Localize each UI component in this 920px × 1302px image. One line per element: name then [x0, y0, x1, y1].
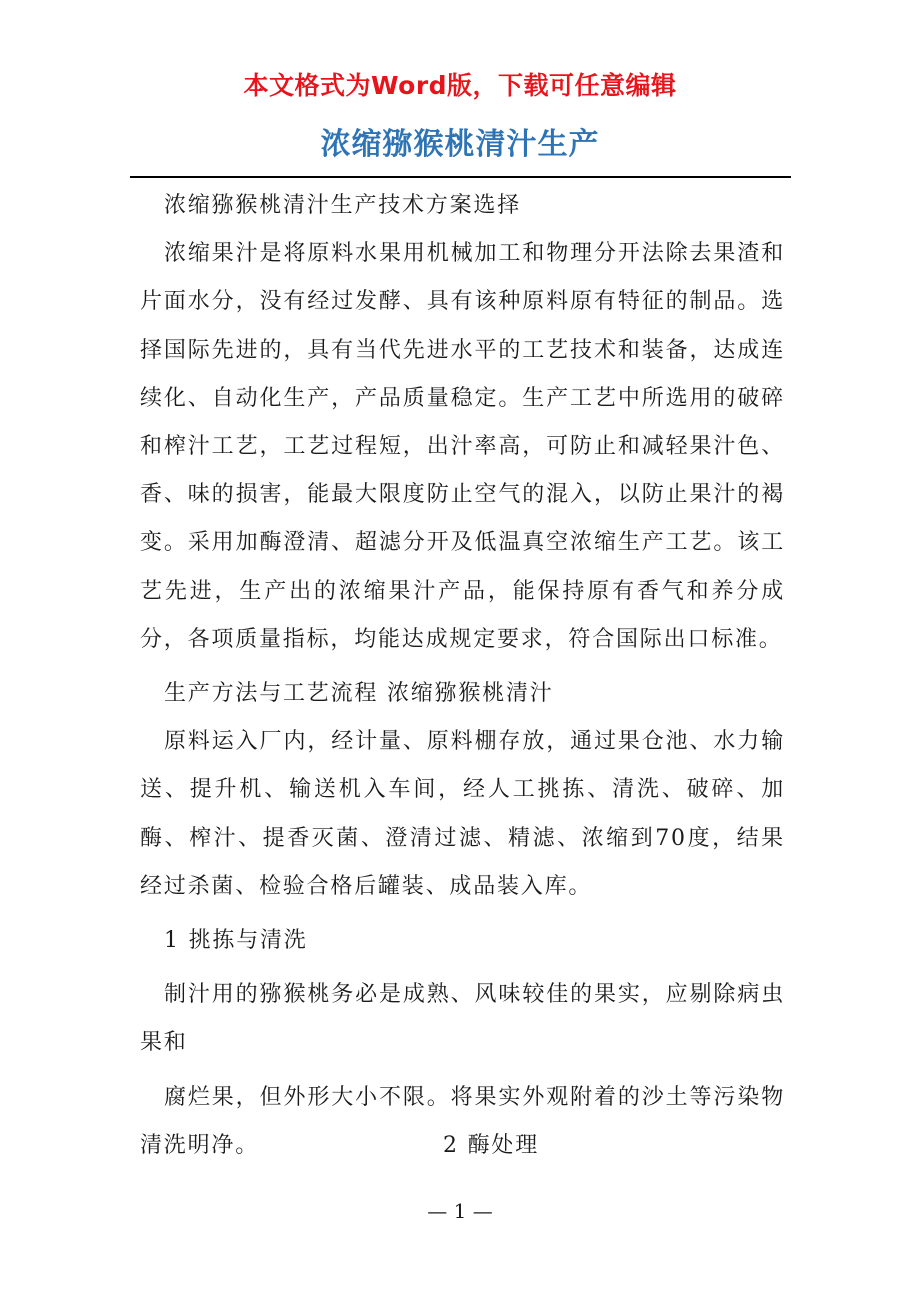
paragraph-sorting-2 — [140, 1074, 785, 1170]
paragraph-sorting-1: 制汁用的猕猴桃务必是成熟、风味较佳的果实，应剔除病虫果和 — [140, 982, 785, 1056]
page-number: — 1 — — [427, 1199, 493, 1223]
format-banner: 本文格式为Word版，下载可任意编辑 — [243, 71, 677, 100]
paragraph-process-flow: 原料运入厂内，经计量、原料棚存放，通过果仓池、水力输送、提升机、输送机入车间，经人工挑拣、清洗、破碎、加酶、榨汁、提香灭菌、澄清过滤、精滤、浓缩到70度，结果经过杀菌、检验合格后罐装、成品装入库。 — [140, 729, 785, 899]
step-heading-enzyme: 2 酶处理 — [443, 1132, 540, 1158]
section-heading-tech-plan: 浓缩猕猴桃清汁生产技术方案选择 — [164, 193, 522, 218]
step-heading-sorting: 1 挑拣与清洗 — [164, 928, 308, 954]
paragraph-concentrate-description: 浓缩果汁是将原料水果用机械加工和物理分开法除去果渣和片面水分，没有经过发酵、具有该种原料原有特征的制品。选择国际先进的，具有当代先进水平的工艺技术和装备，达成连续化、自动化生产，产品质量稳定。生产工艺中所选用的破碎和榨汁工艺，工艺过程短，出汁率高，可防止和减轻果汁色、香、味的损害，能最大限度防止空气的混入，以防止果汁的褐变。采用加酶澄清、超滤分开及低温真空浓缩生产工艺。该工艺先进，生产出的浓缩果汁产品，能保持原有香气和养分成分，各项质量指标，均能达成规定要求，符合国际出口标准。 — [140, 241, 785, 652]
document-title: 浓缩猕猴桃清汁生产 — [320, 127, 600, 162]
document-body — [140, 182, 785, 1170]
title-divider — [130, 176, 791, 178]
paragraph-sorting-2-text: 腐烂果，但外形大小不限。将果实外观附着的沙土等污染物清洗明净。 — [140, 1084, 785, 1158]
section-heading-process: 生产方法与工艺流程 浓缩猕猴桃清汁 — [164, 681, 554, 707]
